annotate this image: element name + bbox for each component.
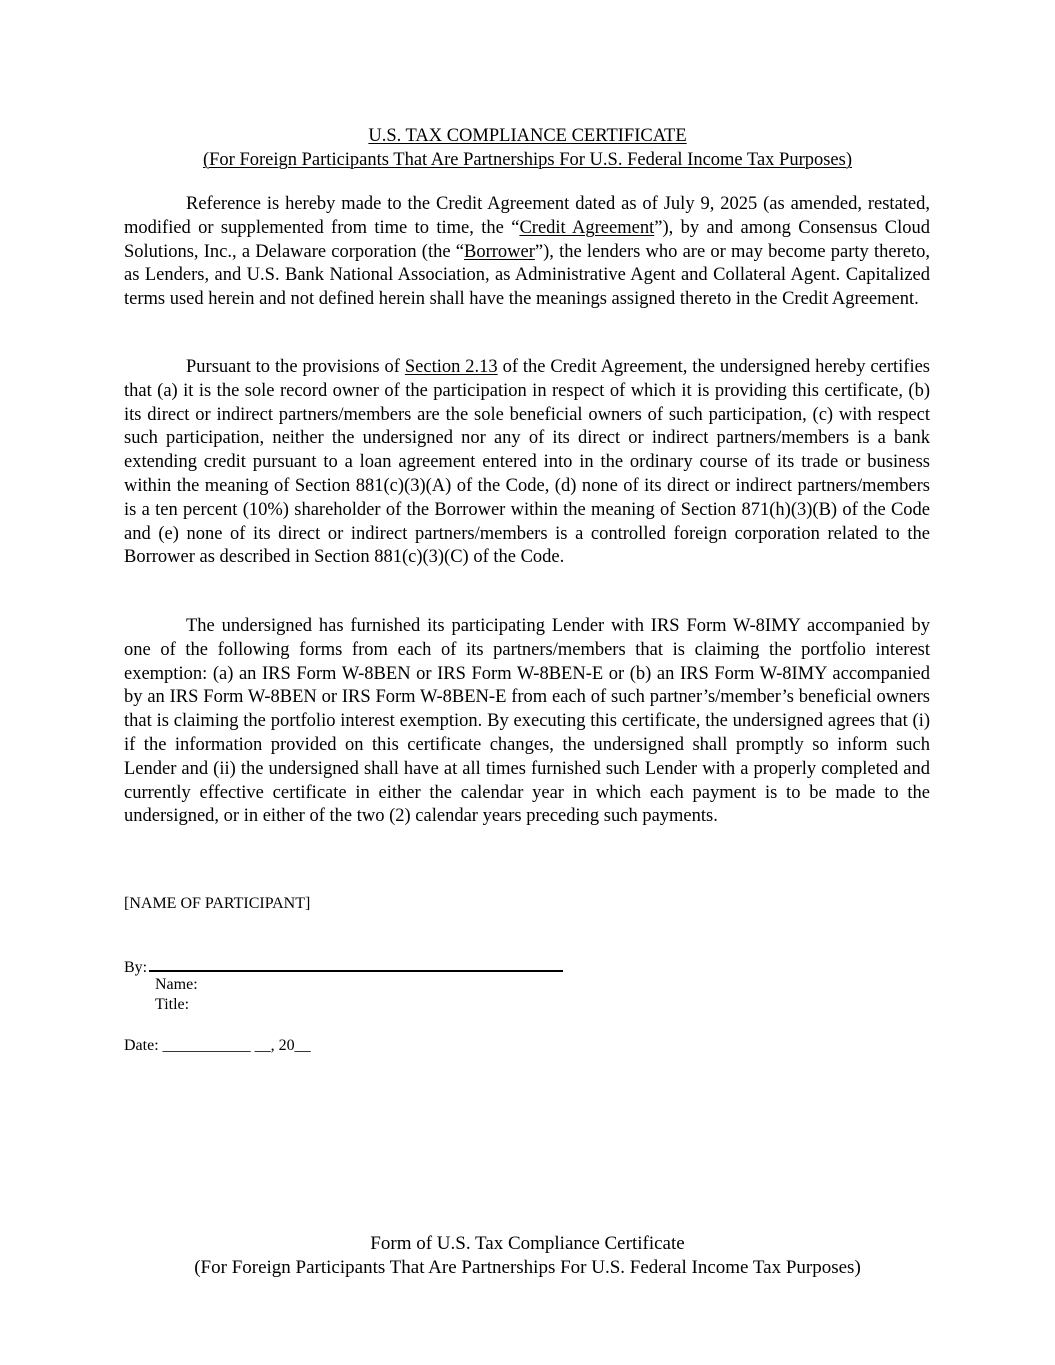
certificate-subtitle: (For Foreign Participants That Are Partnerships For U.S. Federal Income Tax Purposes) — [202, 150, 853, 170]
paragraph-reference-text-a: Reference is hereby made to the Credit Agreement dated as of July 9, 2025 (as amended, restated, modified or supplemented from time to time, the “ — [124, 194, 930, 238]
paragraph-certification-text-a: Pursuant to the provisions of — [186, 357, 405, 377]
paragraph-forms — [124, 615, 930, 829]
page-footer — [0, 1232, 1055, 1280]
paragraph-forms-text: The undersigned has furnished its participating Lender with IRS Form W-8IMY accompanied by one of the following forms from each of its partners/members that is claiming the portfolio interest exemption: (a) an IRS Form W-8BEN or IRS Form W-8BEN-E or (b) an IRS Form W-8IMY accompanied by an IRS Form W-8BEN or IRS Form W-8BEN-E from each of such partner’s/member’s beneficial owners that is claiming the portfolio interest exemption. By executing this certificate, the undersigned agrees that (i) if the information provided on this certificate changes, the undersigned shall promptly so inform such Lender and (ii) the undersigned shall have at all times furnished such Lender with a properly completed and currently effective certificate in either the calendar year in which each payment is to be made to the undersigned, or in either of the two (2) calendar years preceding such payments. — [124, 616, 930, 827]
paragraph-reference-text-c: ”), the lenders who are or may become party thereto, as Lenders, and U.S. Bank National Association, as Administrative Agent and Collateral Agent. Capitalized terms used herein and not defined herein shall have the meanings assigned thereto in the Credit Agreement. — [124, 241, 931, 310]
paragraph-reference — [124, 193, 930, 312]
certificate-title: U.S. TAX COMPLIANCE CERTIFICATE — [368, 126, 687, 146]
section-reference: Section 2.13 — [404, 357, 498, 377]
signature-line[interactable] — [149, 956, 563, 972]
signatory-title-label: Title: — [155, 996, 190, 1013]
paragraph-certification-text-b: of the Credit Agreement, the undersigned hereby certifies that (a) it is the sole record owner of the participation in respect of which it is providing this certificate, (b) its direct or indirect partners/members are the sole beneficial owners of such participation, (c) with respect such participation, neither the undersigned nor any of its direct or indirect partners/members is a bank extending credit pursuant to a loan agreement entered into in the ordinary course of its trade or business within the meaning of Section 881(c)(3)(A) of the Code, (d) none of its direct or indirect partners/members is a ten percent (10%) shareholder of the Borrower within the meaning of Section 871(h)(3)(B) of the Code and (e) none of its direct or indirect partners/members is a controlled foreign corporation related to the Borrower as described in Section 881(c)(3)(C) of the Code. — [124, 357, 930, 568]
by-label: By: — [124, 959, 148, 976]
date-line: Date: ___________ __, 20__ — [124, 1037, 311, 1054]
defined-term-borrower: Borrower — [463, 241, 535, 262]
participant-name-placeholder: [NAME OF PARTICIPANT] — [124, 895, 311, 912]
footer-line-1: Form of U.S. Tax Compliance Certificate — [370, 1233, 685, 1254]
paragraph-certification — [124, 356, 930, 570]
footer-line-2: (For Foreign Participants That Are Partnerships For U.S. Federal Income Tax Purposes) — [194, 1257, 861, 1278]
certificate-header — [0, 124, 1055, 172]
defined-term-credit-agreement: Credit Agreement — [519, 217, 655, 238]
paragraph-reference-text-b: ”), by and among Consensus Cloud Solutions, Inc., a Delaware corporation (the “ — [124, 217, 931, 262]
signatory-name-label: Name: — [155, 976, 198, 993]
